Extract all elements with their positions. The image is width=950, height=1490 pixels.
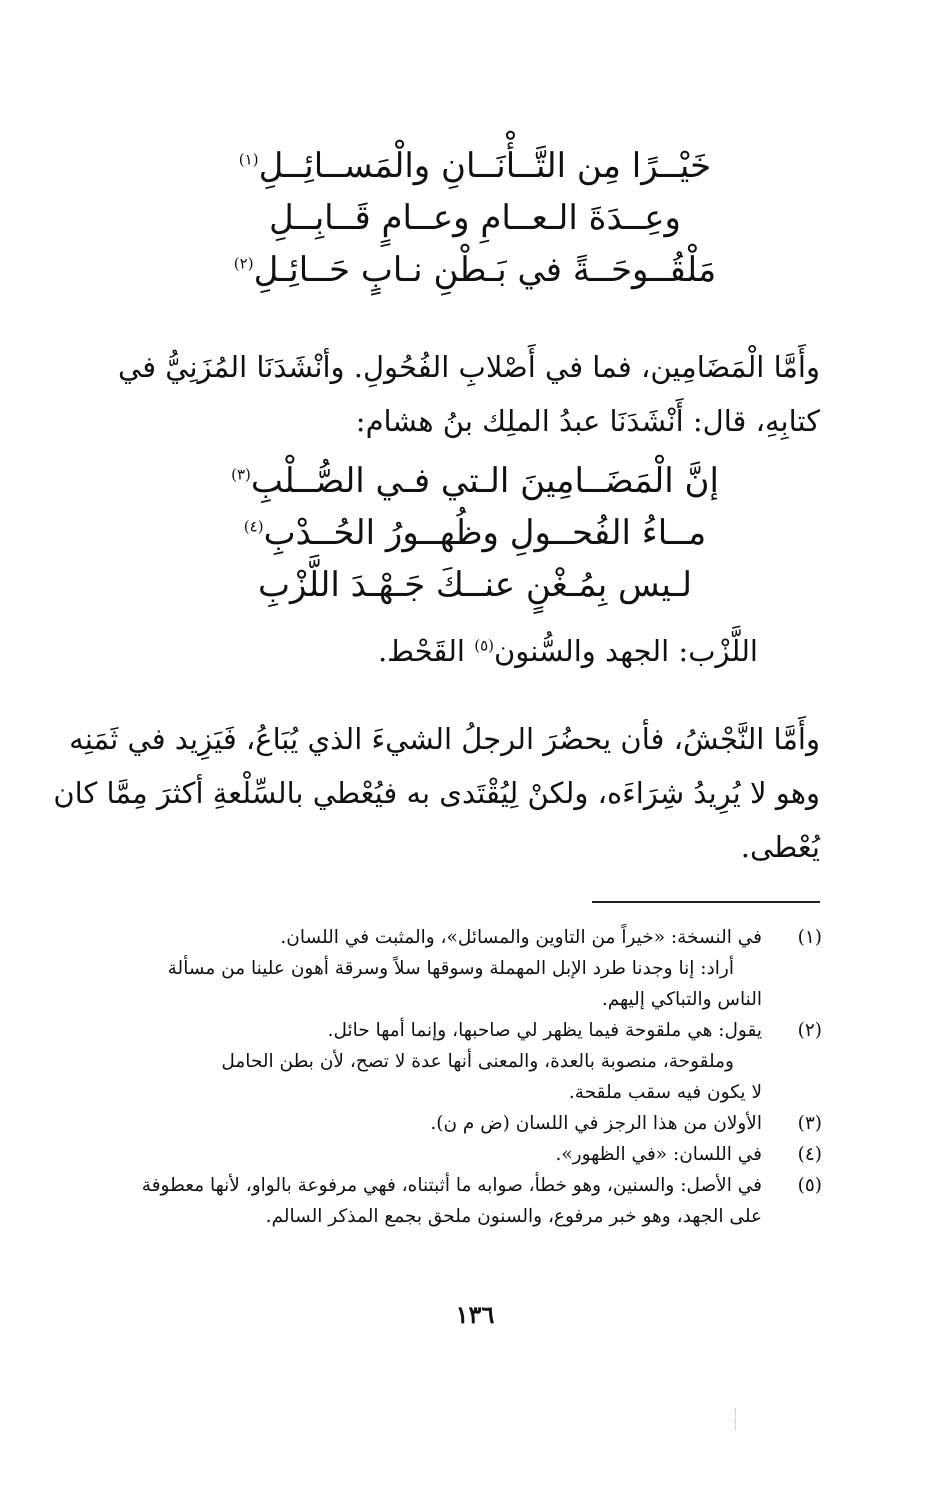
footnote-number: (٥) bbox=[797, 1175, 822, 1196]
verse-line bbox=[0, 140, 950, 192]
verse-line bbox=[0, 192, 950, 244]
verse-line bbox=[0, 455, 950, 507]
footnote-4 bbox=[127, 1139, 822, 1170]
footnote-text: وملقوحة، منصوبة بالعدة، والمعنى أنها عدة لا تصح، لأن بطن الحامل bbox=[221, 1051, 734, 1072]
footnote-3 bbox=[127, 1108, 822, 1139]
footnote-separator bbox=[592, 901, 820, 903]
footnote-1 bbox=[127, 922, 822, 1015]
footnote-text: الناس والتباكي إليهم. bbox=[601, 989, 762, 1010]
definition-text: القَحْط. bbox=[377, 634, 475, 668]
paragraph-line: وأَمَّا الْمَضَامِين، فما في أَصْلابِ الفُحُولِ. وأنْشَدَنَا المُزَنِيُّ في bbox=[118, 350, 820, 384]
verse-line bbox=[0, 507, 950, 559]
paragraph-mudamin bbox=[118, 340, 820, 448]
verse-text: لـيس بِمُـغْنٍ عنــكَ جَـهْـدَ اللَّزْبِ bbox=[258, 565, 692, 605]
paragraph-line: يُعْطى. bbox=[740, 830, 820, 864]
footnote-text: لا يكون فيه سقب ملقحة. bbox=[568, 1082, 762, 1103]
footnote-text: في الأصل: والسنين، وهو خطأ، صوابه ما أثبتناه، فهي مرفوعة بالواو، لأنها معطوفة bbox=[141, 1175, 762, 1196]
footnote-text: في اللسان: «في الظهور». bbox=[555, 1144, 762, 1165]
footnote-ref: (٥) bbox=[474, 636, 494, 655]
page-number: ١٣٦ bbox=[455, 1300, 495, 1329]
poem-2 bbox=[0, 455, 950, 611]
footnote-number: (١) bbox=[797, 927, 822, 948]
footnote-text: في النسخة: «خيراً من التاوين والمسائل»، والمثبت في اللسان. bbox=[280, 927, 762, 948]
verse-text: مــاءُ الفُحــولِ وظُهــورُ الحُــدْبِ bbox=[263, 513, 707, 553]
footnote-ref: (١) bbox=[238, 150, 259, 169]
verse-line bbox=[0, 559, 950, 611]
paragraph-line: وأَمَّا النَّجْشُ، فأن يحضُرَ الرجلُ الشيءَ الذي يُبَاعُ، فَيَزِيد في ثَمَنِه bbox=[69, 722, 820, 756]
paragraph-najsh bbox=[53, 712, 820, 874]
verse-text: خَيْــرًا مِن التَّــأْنَــانِ والْمَســائِــلِ bbox=[258, 146, 712, 186]
verse-text: وعِــدَةَ الـعــامِ وعــامٍ قَــابِــلِ bbox=[269, 198, 681, 238]
paragraph-line: كتابِهِ، قال: أَنْشَدَنَا عبدُ الملِك بنُ هشام: bbox=[355, 404, 820, 438]
verse-text: مَلْقُــوحَــةً في بَـطْنِ نـابٍ حَــائِـلِ bbox=[253, 250, 717, 290]
definition-text: اللَّزْب: الجهد والسُّنون bbox=[493, 634, 758, 668]
footnote-ref: (٣) bbox=[231, 465, 251, 484]
footnote-ref: (٤) bbox=[243, 517, 264, 536]
paragraph-line: وهو لا يُرِيدُ شِرَاءَه، ولكنْ لِيُقْتَدى به فيُعْطي بالسِّلْعةِ أكثرَ مِمَّا كان bbox=[53, 776, 820, 810]
footnote-number: (٣) bbox=[797, 1113, 822, 1134]
footnote-number: (٤) bbox=[797, 1144, 822, 1165]
verse-text: إنَّ الْمَضَــامِينَ الـتي فـي الصُّــلْبِ bbox=[250, 461, 719, 501]
footnote-ref: (٢) bbox=[233, 254, 254, 273]
footnote-text: الأولان من هذا الرجز في اللسان (ض م ن). bbox=[430, 1113, 762, 1134]
footnote-text: على الجهد، وهو خبر مرفوع، والسنون ملحق بجمع المذكر السالم. bbox=[265, 1206, 762, 1227]
poem-1 bbox=[0, 140, 950, 296]
verse-line bbox=[0, 244, 950, 296]
footnote-text: يقول: هي ملقوحة فيما يظهر لي صاحبها، وإنما أمها حائل. bbox=[327, 1020, 762, 1041]
definition-lazb bbox=[378, 624, 758, 678]
footnote-number: (٢) bbox=[797, 1020, 822, 1041]
footnote-5 bbox=[127, 1170, 822, 1232]
footnote-2 bbox=[127, 1015, 822, 1108]
scan-mark bbox=[735, 1408, 739, 1430]
footnote-text: أراد: إنا وجدنا طرد الإبل المهملة وسوقها سلاً وسرقة أهون علينا من مسألة bbox=[167, 958, 734, 979]
footnotes bbox=[127, 922, 822, 1232]
